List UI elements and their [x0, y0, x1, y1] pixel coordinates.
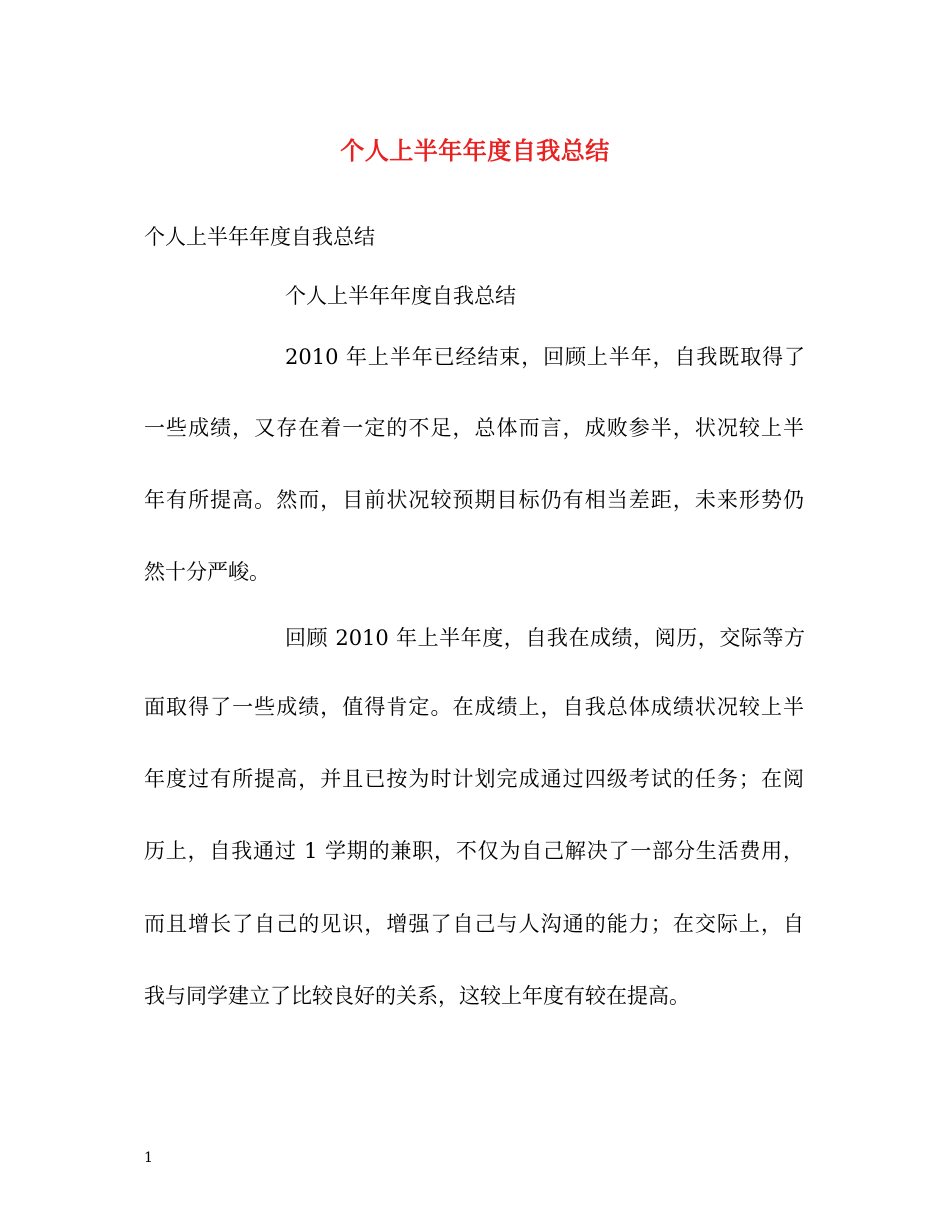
subtitle-plain: 个人上半年年度自我总结 [144, 225, 375, 249]
document-title: 个人上半年年度自我总结 [340, 136, 610, 165]
paragraph1-line4: 然十分严峻。 [144, 560, 270, 584]
paragraph1-line3: 年有所提高。然而，目前状况较预期目标仍有相当差距，未来形势仍 [144, 488, 804, 512]
paragraph2-line3: 年度过有所提高，并且已按为时计划完成通过四级考试的任务；在阅 [144, 767, 804, 791]
paragraph1-line1: 2010 年上半年已经结束，回顾上半年，自我既取得了 [285, 345, 805, 369]
paragraph1-line2: 一些成绩，又存在着一定的不足，总体而言，成败参半，状况较上半 [144, 416, 804, 440]
page-number: 1 [144, 1150, 153, 1166]
subtitle-indented: 个人上半年年度自我总结 [285, 284, 516, 308]
paragraph2-line1: 回顾 2010 年上半年度，自我在成绩，阅历，交际等方 [285, 626, 805, 650]
paragraph2-line6: 我与同学建立了比较良好的关系，这较上年度有较在提高。 [144, 984, 690, 1008]
paragraph2-line2: 面取得了一些成绩，值得肯定。在成绩上，自我总体成绩状况较上半 [144, 695, 804, 719]
paragraph2-line4: 历上，自我通过 1 学期的兼职，不仅为自己解决了一部分生活费用， [144, 839, 804, 863]
paragraph2-line5: 而且增长了自己的见识，增强了自己与人沟通的能力；在交际上，自 [144, 912, 804, 936]
